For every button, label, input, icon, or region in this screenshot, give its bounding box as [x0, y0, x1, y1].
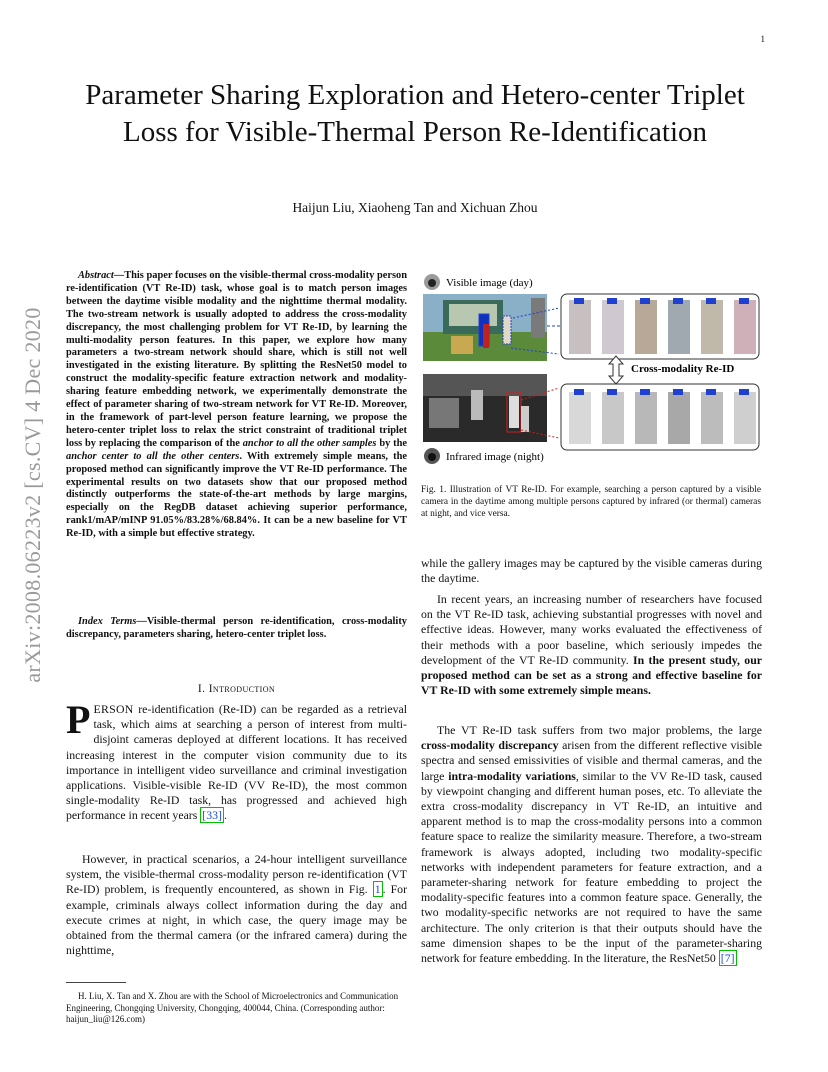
abstract-label: Abstract [78, 270, 114, 281]
double-arrow-icon [609, 356, 623, 384]
footnote: H. Liu, X. Tan and X. Zhou are with the School of Microelectronics and Communication Engineering, Chongqing University, Chongqing, 400044, China. (Corresponding author: haijun_liu@126.com) [66, 991, 399, 1024]
dropcap: P [66, 697, 91, 742]
intro-text: However, in practical scenarios, a 24-hour intelligent surveillance system, the visible-thermal cross-modality person re-identification (VT Re-ID) problem, is frequently encountered, as shown in Fig. [66, 852, 407, 897]
page-number: 1 [760, 34, 765, 44]
arxiv-stamp [18, 290, 48, 700]
citation-link[interactable]: [33] [202, 808, 222, 823]
body-paragraph: while the gallery images may be captured by the visible cameras during the daytime. [421, 556, 762, 586]
abstract-text: —This paper focuses on the visible-thermal cross-modality person re-identification (VT Re-ID) task, whose goal is to match person images between the daytime visible modality and the nighttime thermal modality. The two-stream network is usually adopted to address the cross-modality discrepancy, the most challenging problem for VT Re-ID, by learning the multi-modality person features. In this paper, we explore how many parameters a two-stream network should share, which is still not well investigated in the existing literature. By splitting the ResNet50 model to construct the modality-specific feature extraction network and modality-sharing feature embedding network, we experimentally demonstrate the effect of parameter sharing of two-stream network for VT Re-ID. Moreover, in the framework of part-level person feature learning, we propose the hetero-center triplet loss to relax the strict constraint of traditional triplet loss by replacing the comparison of the [66, 270, 407, 449]
abstract [66, 270, 407, 541]
abstract-italic: anchor to all the other samples [242, 437, 377, 449]
figure-illustration [421, 270, 761, 475]
abstract-text: by the [376, 437, 407, 449]
body-text: , similar to the VV Re-ID task, caused by viewpoint changing and different human poses, etc. To alleviate the extra cross-modality discrepancy in VT Re-ID, an intuitive and apparent method is to map the cross-modality persons into a common feature space to realize the similarity measure. Therefore, a two-stream framework is always adopted, including two modality-specific networks with independent parameters for feature extraction, and a parameter-sharing network for feature embedding to project the modality-specific features into a common feature space. Generally, the two modality-specific networks are not required to have the same architecture. The only criterion is that their outputs should have the same dimension shapes to be the input of the parameter-sharing network for feature embedding. In the literature, the ResNet50 [421, 768, 763, 966]
body-text: In recent years, an increasing number of researchers have focused on the VT Re-ID task, achieving substantial progresses with novel and effective ideas. However, many works evaluated the effectiveness of their methods with a poor baseline, which seriously impedes the development of the VT Re-ID community. [421, 592, 762, 667]
body-paragraph [421, 592, 762, 698]
infrared-gallery [569, 389, 756, 444]
cross-modality-label: Cross-modality Re-ID [631, 363, 735, 375]
section-number: I. [197, 683, 206, 695]
section-title: Introduction [208, 683, 276, 695]
intro-text: re-identification (Re-ID) can be regarded as a retrieval task, which aims at searching a person of interest from multi-disjoint cameras deployed at different locations. It has received increasing interest in the computer vision community due to its importance in intelligent video surveillance and criminal investigation applications. Visible-visible Re-ID (VV Re-ID), the most common single-modality Re-ID task, has progressed and achieved high performance in recent years [66, 702, 407, 823]
visible-scene-image [423, 294, 547, 361]
citation-link[interactable]: [7] [720, 951, 735, 966]
index-terms-label: Index Terms [78, 616, 137, 627]
body-text: arisen from the different reflective visible spectra and sensed emissivities of visible and thermal cameras, and the large [421, 738, 762, 783]
infrared-label: Infrared image (night) [446, 451, 544, 463]
figure-ref-link[interactable]: 1 [374, 882, 381, 897]
intro-paragraph [66, 697, 407, 824]
intro-caps: ERSON [93, 702, 134, 716]
section-heading [66, 683, 407, 695]
paper-title: Parameter Sharing Exploration and Hetero-center Triplet Loss for Visible-Thermal Person Re-Identification [85, 79, 745, 148]
abstract-italic: anchor center to all the other centers [66, 450, 240, 462]
thermal-camera-icon [424, 448, 440, 464]
figure-caption: Fig. 1. Illustration of VT Re-ID. For example, searching a person captured by a visible camera in the daytime among multiple persons captured by infrared (or thermal) cameras at night, and vice versa. [421, 485, 761, 519]
abstract-text: . With extremely simple means, the proposed method can significantly improve the VT Re-ID performance. The experimental results on two datasets show that our proposed method distinctly outperforms the state-of-the-art methods by large margins, especially on the RegDB dataset achieving superior performance, rank1/mAP/mINP 91.05%/83.28%/68.84%. It can be a new baseline for VT Re-ID, with a simple but effective strategy. [66, 450, 407, 540]
intro-text: . For example, criminals always collect information during the day and execute crimes at night, in which case, the query image may be obtained from the thermal camera (or the infrared camera) during the nighttime, [66, 882, 407, 958]
index-terms-text: —Visible-thermal person re-identification, cross-modality discrepancy, parameters sharing, hetero-center triplet loss. [66, 616, 407, 640]
body-bold-text: intra-modality variations [448, 768, 576, 783]
index-terms [66, 616, 407, 642]
body-bold-text: In the present study, our proposed method can be set as a strong and effective baseline for VT Re-ID with some extremely simple means. [421, 652, 762, 698]
visible-gallery [569, 298, 756, 354]
camera-icon [424, 274, 440, 290]
intro-paragraph [66, 852, 407, 958]
author-list: Haijun Liu, Xiaoheng Tan and Xichuan Zhou [292, 200, 538, 215]
body-bold-text: cross-modality discrepancy [421, 738, 559, 753]
footnote-rule [66, 982, 126, 983]
intro-text: . [223, 808, 227, 823]
infrared-scene-image [423, 374, 547, 442]
arxiv-stamp-text: arXiv:2008.06223v2 [cs.CV] 4 Dec 2020 [20, 307, 45, 683]
visible-label: Visible image (day) [446, 277, 533, 289]
body-text: The VT Re-ID task suffers from two major problems, the large [437, 723, 762, 737]
body-paragraph [421, 723, 762, 966]
